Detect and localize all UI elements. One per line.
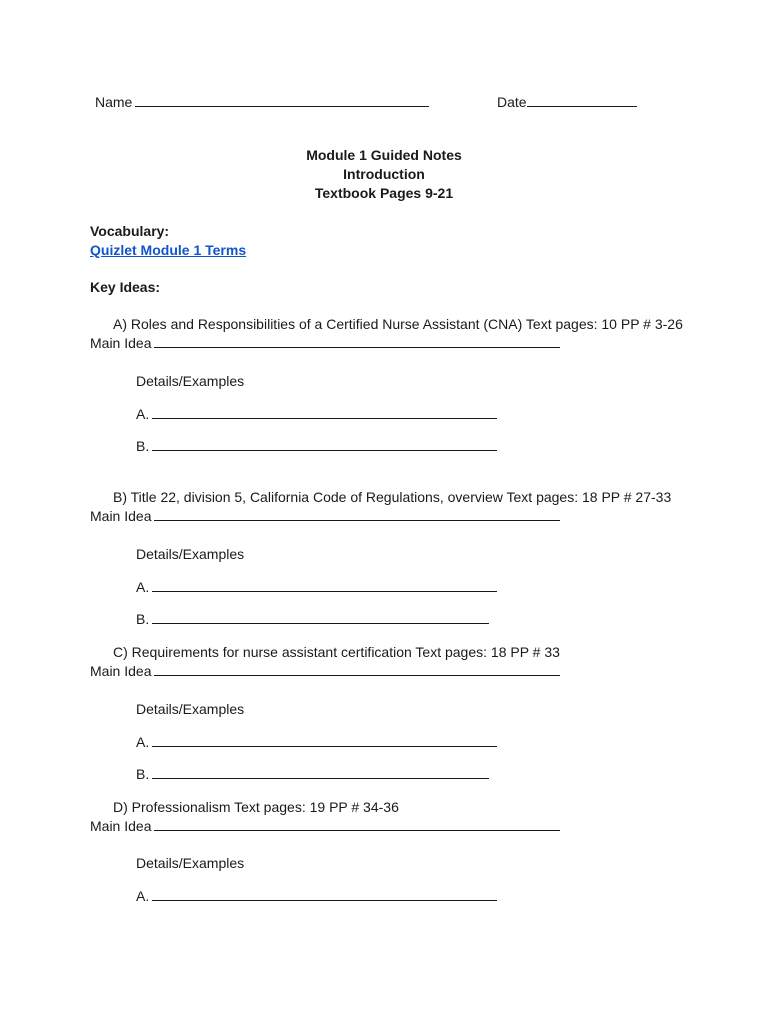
section-a-title: A) Roles and Responsibilities of a Certified Nurse Assistant (CNA) Text pages: 10 PP # 3-26 (113, 316, 683, 332)
detail-b-blank (152, 611, 489, 624)
key-ideas-heading: Key Ideas: (90, 279, 161, 295)
main-idea-label: Main Idea (90, 508, 152, 524)
section-c-detail-b (136, 766, 489, 783)
main-idea-blank (154, 508, 560, 521)
detail-a-blank (152, 888, 497, 901)
main-idea-blank (154, 663, 560, 676)
page-pages: Textbook Pages 9-21 (314, 185, 454, 201)
section-a-detail-a (136, 406, 497, 423)
detail-a-blank (152, 734, 497, 747)
section-c-details-label: Details/Examples (136, 701, 245, 717)
detail-b-label: B. (136, 438, 150, 454)
date-label: Date (497, 94, 527, 110)
section-b-main-idea (90, 508, 560, 525)
detail-a-blank (152, 406, 497, 419)
detail-a-blank (152, 579, 497, 592)
page-title: Module 1 Guided Notes (306, 147, 462, 163)
main-idea-blank (154, 335, 560, 348)
section-d-main-idea (90, 818, 560, 835)
detail-a-label: A. (136, 734, 150, 750)
detail-b-blank (152, 438, 497, 451)
name-blank (135, 94, 429, 107)
section-b-detail-b (136, 611, 489, 628)
detail-a-label: A. (136, 579, 150, 595)
detail-b-blank (152, 766, 489, 779)
section-d-title: D) Professionalism Text pages: 19 PP # 34-36 (113, 799, 399, 815)
main-idea-label: Main Idea (90, 818, 152, 834)
vocabulary-heading: Vocabulary: (90, 223, 170, 239)
name-label: Name (95, 94, 133, 110)
quizlet-link[interactable]: Quizlet Module 1 Terms (90, 242, 247, 258)
section-c-detail-a (136, 734, 497, 751)
detail-b-label: B. (136, 766, 150, 782)
section-d-details-label: Details/Examples (136, 855, 245, 871)
section-c-main-idea (90, 663, 560, 680)
detail-a-label: A. (136, 406, 150, 422)
section-d-detail-a (136, 888, 497, 905)
main-idea-label: Main Idea (90, 335, 152, 351)
section-a-detail-b (136, 438, 497, 455)
page-subtitle: Introduction (343, 166, 425, 182)
date-blank (527, 94, 637, 107)
main-idea-blank (154, 818, 560, 831)
main-idea-label: Main Idea (90, 663, 152, 679)
date-row (497, 94, 637, 111)
detail-b-label: B. (136, 611, 150, 627)
section-c-title: C) Requirements for nurse assistant certification Text pages: 18 PP # 33 (113, 644, 560, 660)
section-b-title: B) Title 22, division 5, California Code of Regulations, overview Text pages: 18 PP # 27-33 (113, 489, 672, 505)
detail-a-label: A. (136, 888, 150, 904)
name-row (95, 94, 429, 111)
section-a-main-idea (90, 335, 560, 352)
section-b-detail-a (136, 579, 497, 596)
section-a-details-label: Details/Examples (136, 373, 245, 389)
section-b-details-label: Details/Examples (136, 546, 245, 562)
